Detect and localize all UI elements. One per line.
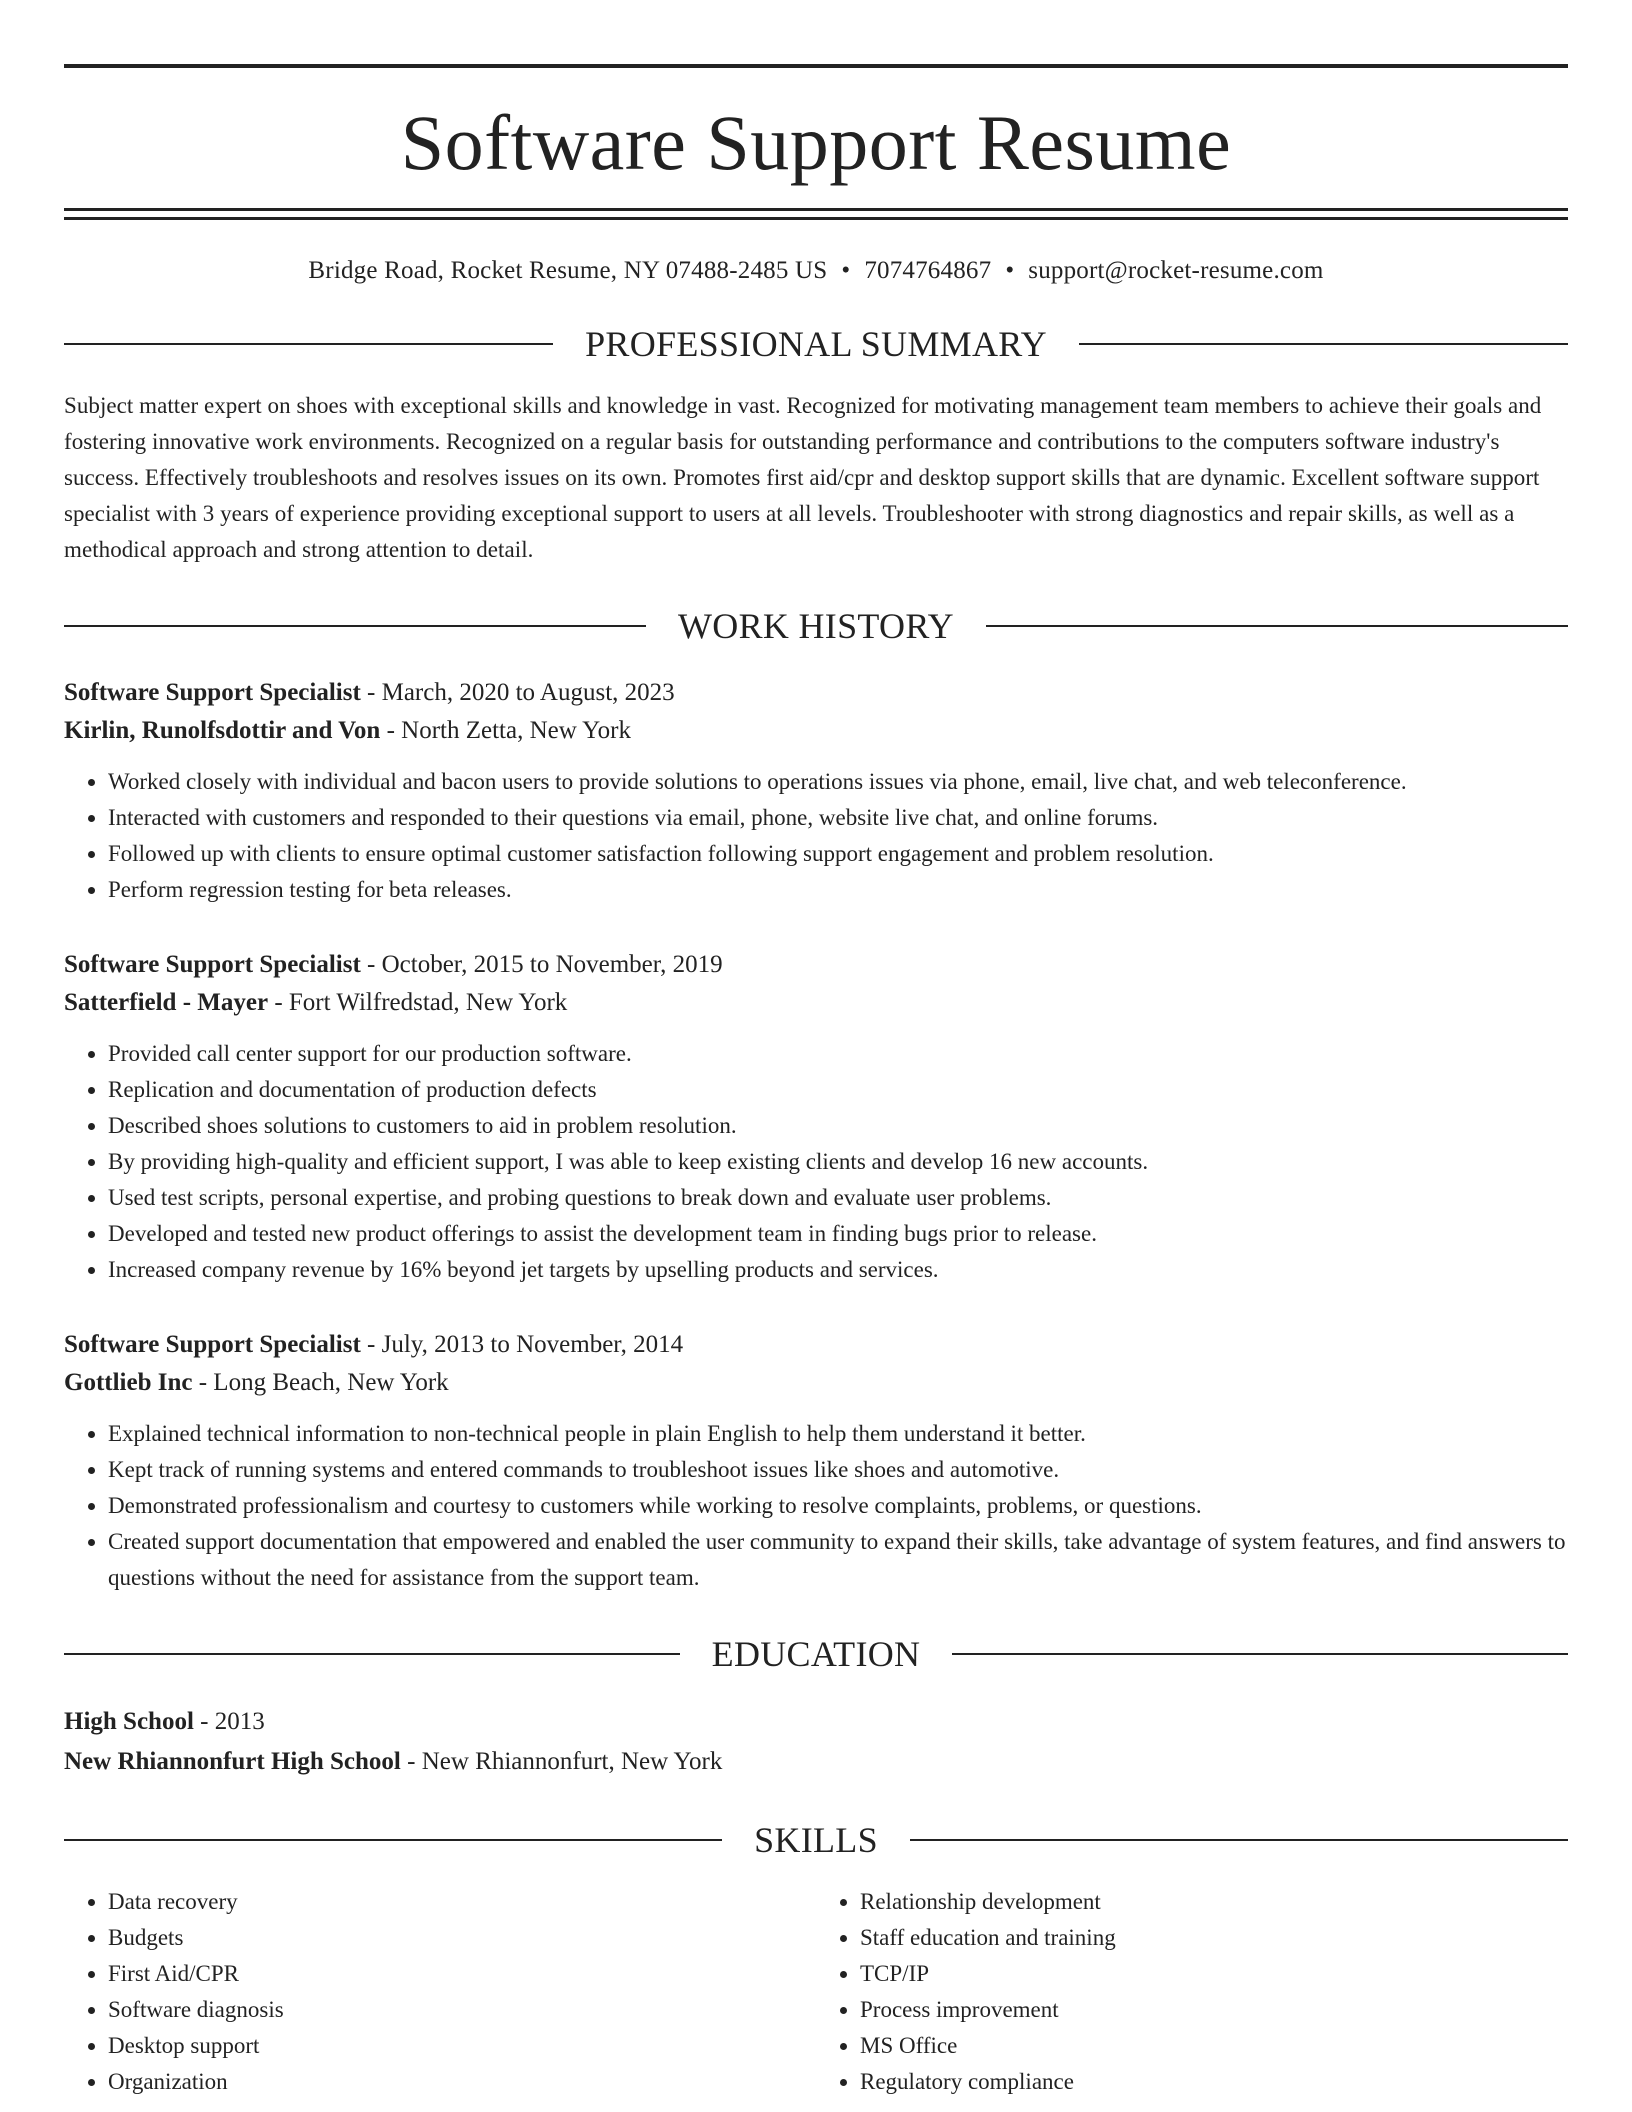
work-section-heading (64, 608, 1568, 644)
education-degree: High School (64, 1708, 194, 1735)
heading-rule-left (64, 1653, 680, 1655)
job-entry (64, 946, 1568, 1288)
skill-item: • MS Office (860, 2028, 1568, 2064)
skill-item: • Desktop support (108, 2028, 816, 2064)
education-school: New Rhiannonfurt High School (64, 1748, 401, 1775)
skills-list-right (816, 1884, 1568, 2100)
heading-rule-right (1079, 343, 1568, 345)
job-title: Software Support Specialist (64, 951, 361, 978)
skill-item: • Data recovery (108, 1884, 816, 1920)
job-bullet: • Kept track of running systems and entered commands to troubleshoot issues like shoes and automotive. (108, 1452, 1568, 1488)
skills-section-heading (64, 1822, 1568, 1858)
contact-email: support@rocket-resume.com (1028, 257, 1324, 284)
job-bullet: • Worked closely with individual and bacon users to provide solutions to operations issues via phone, email, live chat, and web teleconference. (108, 764, 1568, 800)
job-bullet: • Created support documentation that empowered and enabled the user community to expand their skills, take advantage of system features, and find answers to questions without the need for assistance from the support team. (108, 1524, 1568, 1596)
job-location: - Long Beach, New York (192, 1369, 449, 1396)
job-bullet: • Described shoes solutions to customers to aid in problem resolution. (108, 1108, 1568, 1144)
job-bullets (64, 764, 1568, 908)
job-dates: - July, 2013 to November, 2014 (360, 1331, 684, 1358)
heading-rule-left (64, 625, 646, 627)
education-degree-line (64, 1702, 1568, 1742)
skills-heading-label: SKILLS (754, 1820, 878, 1860)
job-bullet: • Replication and documentation of production defects (108, 1072, 1568, 1108)
job-title: Software Support Specialist (64, 1331, 361, 1358)
skill-item: • Regulatory compliance (860, 2064, 1568, 2100)
job-bullets (64, 1416, 1568, 1596)
job-bullets (64, 1036, 1568, 1288)
job-title-line (64, 1326, 1568, 1364)
skills-list-left (64, 1884, 816, 2100)
job-bullet: • Interacted with customers and responded to their questions via email, phone, website live chat, and online forums. (108, 800, 1568, 836)
skill-item: • TCP/IP (860, 1956, 1568, 1992)
job-bullet: • Developed and tested new product offerings to assist the development team in finding bugs prior to release. (108, 1216, 1568, 1252)
summary-text: Subject matter expert on shoes with exceptional skills and knowledge in vast. Recognized for motivating management team members to achieve their goals and fostering innovative work environments. Recognized on a regular basis for outstanding performance and contributions to the computers software industry's success. Effectively troubleshoots and resolves issues on its own. Promotes first aid/cpr and desktop support skills that are dynamic. Excellent software support specialist with 3 years of experience providing exceptional support to users at all levels. Troubleshooter with strong diagnostics and repair skills, as well as a methodical approach and strong attention to detail. (64, 393, 1542, 562)
job-bullet: • Explained technical information to non-technical people in plain English to help them understand it better. (108, 1416, 1568, 1452)
contact-line (64, 256, 1568, 286)
skill-item: • Budgets (108, 1920, 816, 1956)
heading-rule-left (64, 1839, 722, 1841)
job-bullet: • Followed up with clients to ensure optimal customer satisfaction following support engagement and problem resolution. (108, 836, 1568, 872)
skill-item: • Software diagnosis (108, 1992, 816, 2028)
summary-heading-label: PROFESSIONAL SUMMARY (585, 324, 1047, 364)
job-title: Software Support Specialist (64, 679, 361, 706)
job-company: Satterfield - Mayer (64, 989, 269, 1016)
title-double-rule (64, 208, 1568, 220)
job-bullet: • By providing high-quality and efficient support, I was able to keep existing clients and develop 16 new accounts. (108, 1144, 1568, 1180)
education-location: - New Rhiannonfurt, New York (400, 1748, 723, 1775)
skill-item: • Organization (108, 2064, 816, 2100)
skill-item: • First Aid/CPR (108, 1956, 816, 1992)
education-entry (64, 1702, 1568, 1782)
job-company-line (64, 1364, 1568, 1402)
job-dates: - October, 2015 to November, 2019 (360, 951, 723, 978)
job-entry (64, 674, 1568, 908)
education-school-line (64, 1742, 1568, 1782)
job-company: Kirlin, Runolfsdottir and Von (64, 717, 381, 744)
heading-rule-right (910, 1839, 1568, 1841)
skill-item: • Staff education and training (860, 1920, 1568, 1956)
job-entry (64, 1326, 1568, 1596)
contact-phone: 7074764867 (864, 257, 992, 284)
education-section-heading (64, 1636, 1568, 1672)
skill-item: • Process improvement (860, 1992, 1568, 2028)
job-location: - Fort Wilfredstad, New York (268, 989, 568, 1016)
job-title-line (64, 674, 1568, 712)
skills-columns (64, 1884, 1568, 2100)
heading-rule-right (986, 625, 1568, 627)
job-bullet: • Demonstrated professionalism and courtesy to customers while working to resolve complaints, problems, or questions. (108, 1488, 1568, 1524)
job-bullet: • Perform regression testing for beta releases. (108, 872, 1568, 908)
education-heading-label: EDUCATION (711, 1634, 921, 1674)
job-company-line (64, 712, 1568, 750)
job-bullet: • Increased company revenue by 16% beyond jet targets by upselling products and services. (108, 1252, 1568, 1288)
work-heading-label: WORK HISTORY (678, 606, 954, 646)
resume-title: Software Support Resume (400, 99, 1232, 186)
contact-separator: • (1005, 257, 1015, 284)
job-company-line (64, 984, 1568, 1022)
job-bullet: • Provided call center support for our production software. (108, 1036, 1568, 1072)
summary-section-heading (64, 326, 1568, 362)
contact-separator: • (841, 257, 851, 284)
heading-rule-right (952, 1653, 1568, 1655)
skill-item: • Relationship development (860, 1884, 1568, 1920)
job-company: Gottlieb Inc (64, 1369, 193, 1396)
contact-address: Bridge Road, Rocket Resume, NY 07488-2485 US (308, 257, 828, 284)
job-dates: - March, 2020 to August, 2023 (360, 679, 675, 706)
job-title-line (64, 946, 1568, 984)
job-location: - North Zetta, New York (380, 717, 631, 744)
heading-rule-left (64, 343, 553, 345)
resume-page (64, 64, 1568, 2100)
top-rule (64, 64, 1568, 68)
job-bullet: • Used test scripts, personal expertise, and probing questions to break down and evaluate user problems. (108, 1180, 1568, 1216)
education-year: - 2013 (193, 1708, 265, 1735)
